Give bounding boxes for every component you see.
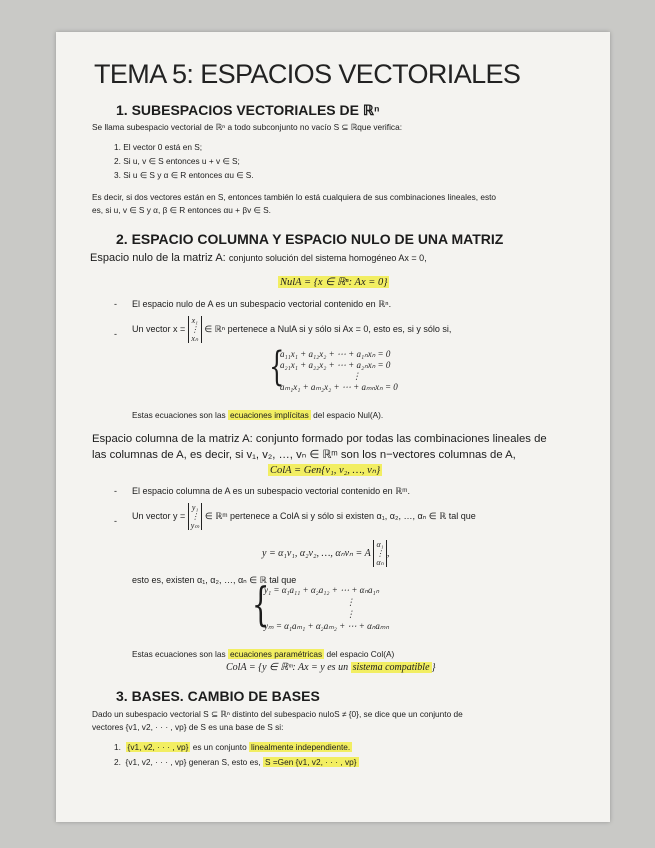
nul-heading: Espacio nulo de la matriz A: [90, 252, 226, 264]
section-2-heading: 2. ESPACIO COLUMNA Y ESPACIO NULO DE UNA MATRIZ [116, 231, 504, 247]
col-bullet-1: El espacio columna de A es un subespacio vectorial contenido en ℝᵐ. [132, 486, 410, 496]
s3-para-line-2: vectores {v1, v2, · · · , vp} de S es una base de S si: [92, 722, 284, 732]
impl-pre: Estas ecuaciones son las [132, 410, 226, 420]
alpha-vector [373, 540, 387, 567]
s3-item-2-highlight: S =Gen {v1, v2, · · · , vp} [264, 757, 357, 767]
nul-def-text: conjunto solución del sistema homogéneo Ax = 0, [228, 253, 427, 263]
bullet-dash: - [114, 329, 117, 339]
homogeneous-system [280, 349, 398, 393]
y-eq: y = α₁v₁, α₂v₂, …, αₙvₙ = A [262, 547, 371, 559]
system-brace: { [269, 344, 285, 390]
s3-item-2 [114, 757, 359, 767]
col-formula-2 [226, 662, 436, 673]
system-row: ⋮ [352, 371, 361, 381]
col-def-1: conjunto formado por todas las combinaciones lineales de [255, 433, 547, 445]
nul-bullet-1: El espacio nulo de A es un subespacio vectorial contenido en ℝⁿ. [132, 299, 392, 309]
alpha-vector-entry: αₙ [376, 558, 384, 567]
s3-item-2-num: 2. [114, 757, 121, 767]
s1-para-line-2: es, si u, v ∈ S y α, β ∈ R entonces αu + βv ∈ S. [92, 205, 271, 215]
system-row: ⋮ [346, 597, 355, 607]
x-vector-entry: xₙ [191, 334, 199, 343]
bullet-dash: - [114, 299, 117, 309]
s3-item-1-mid: es un conjunto [192, 742, 247, 752]
param-post: del espacio Col(A) [326, 649, 395, 659]
s1-intro: Se llama subespacio vectorial de ℝⁿ a todo subconjunto no vacío S ⊆ ℝque verifica: [92, 122, 402, 132]
s1-item-1: 1. El vector 0 está en S; [114, 142, 203, 152]
col2-a: ColA = {y ∈ ℝᵐ: Ax = y es un [226, 662, 349, 673]
b4-post: ∈ ℝᵐ pertenece a ColA si y sólo si existen α₁, α₂, …, αₙ ∈ ℝ tal que [204, 510, 476, 521]
system-brace: { [251, 577, 270, 631]
s3-para-line-1: Dado un subespacio vectorial S ⊆ ℝⁿ distinto del subespacio nuloS ≠ {0}, se dice que un conjunto de [92, 709, 463, 719]
y-vector [188, 503, 203, 530]
exist-alphas: esto es, existen α₁, α₂, …, αₙ ∈ ℝ tal que [132, 575, 297, 585]
system-row: a₁₁x₁ + a₁₂x₂ + ⋯ + a₁ₙxₙ = 0 [280, 349, 391, 359]
s3-item-1-highlight: linealmente independiente. [251, 742, 351, 752]
s1-item-2: 2. Si u, v ∈ S entonces u + v ∈ S; [114, 156, 240, 166]
col-bullet-2 [132, 503, 476, 530]
impl-post: del espacio Nul(A). [313, 410, 384, 420]
s3-item-1-set: {v1, v2, · · · , vp} [127, 742, 189, 752]
section-1-heading: 1. SUBESPACIOS VECTORIALES DE ℝⁿ [116, 102, 380, 118]
s3-item-1-num: 1. [114, 742, 121, 752]
s3-item-1 [114, 742, 352, 752]
system-row: yₘ = α₁aₘ₁ + α₂aₘ₂ + ⋯ + αₙaₘₙ [264, 621, 390, 631]
nul-definition [90, 252, 427, 264]
b4-pre: Un vector y = [132, 510, 186, 521]
implicit-equations-note [132, 410, 383, 420]
y-vector-entry: yₘ [190, 521, 200, 530]
x-vector-entry: x₁ [191, 316, 198, 325]
s1-para-line-1: Es decir, si dos vectores están en S, entonces también lo está cualquiera de sus combinaciones lineales, esto [92, 192, 497, 202]
system-row: aₘ₁x₁ + aₘ₂x₂ + ⋯ + aₘₙxₙ = 0 [280, 382, 398, 392]
bullet-dash: - [114, 486, 117, 496]
alpha-vector-entry: α₁ [376, 540, 384, 549]
param-highlight: ecuaciones paramétricas [229, 649, 323, 659]
section-3-heading: 3. BASES. CAMBIO DE BASES [116, 688, 320, 704]
bullet-dash: - [114, 516, 117, 526]
parametric-equations-note [132, 649, 394, 659]
y-combination: y = α₁v₁, α₂v₂, …, αₙvₙ = A α₁ ⋮ αₙ , [262, 540, 390, 567]
col-definition-line-1 [92, 433, 547, 445]
col-definition-line-2: las columnas de A, es decir, si v₁, v₂, …, vₙ ∈ ℝᵐ son los n−vectores columnas de A, [92, 449, 516, 461]
y-vector-entry: y₁ [191, 503, 199, 512]
x-vector [188, 316, 202, 343]
system-row: y₁ = α₁a₁₁ + α₂a₁₂ + ⋯ + αₙa₁ₙ [264, 585, 380, 595]
s3-item-2-text: {v1, v2, · · · , vp} generan S, esto es, [125, 757, 261, 767]
col-formula: ColA = Gen{v₁, v₂, …, vₙ} [270, 465, 381, 476]
col-heading: Espacio columna de la matriz A: [92, 433, 253, 445]
nul-formula: NulA = {x ∈ ℝⁿ: Ax = 0} [280, 277, 388, 288]
col2-b: } [431, 662, 436, 673]
y-vector-entry: ⋮ [191, 512, 200, 521]
param-pre: Estas ecuaciones son las [132, 649, 226, 659]
b2-post: ∈ ℝⁿ pertenece a NulA si y sólo si Ax = 0, esto es, si y sólo si, [204, 323, 452, 334]
x-vector-entry: ⋮ [190, 325, 199, 334]
page-title: TEMA 5: ESPACIOS VECTORIALES [94, 59, 521, 89]
impl-highlight: ecuaciones implícitas [229, 410, 309, 420]
system-row: a₂₁x₁ + a₂₂x₂ + ⋯ + a₂ₙxₙ = 0 [280, 360, 391, 370]
alpha-vector-entry: ⋮ [376, 549, 385, 558]
nul-bullet-2 [132, 316, 451, 343]
system-row: ⋮ [346, 609, 355, 619]
s1-item-3: 3. Si u ∈ S y α ∈ R entonces αu ∈ S. [114, 170, 254, 180]
b2-pre: Un vector x = [132, 323, 186, 334]
parametric-system [264, 584, 389, 632]
col2-highlight: sistema compatible [352, 662, 430, 673]
document-page [56, 32, 610, 822]
